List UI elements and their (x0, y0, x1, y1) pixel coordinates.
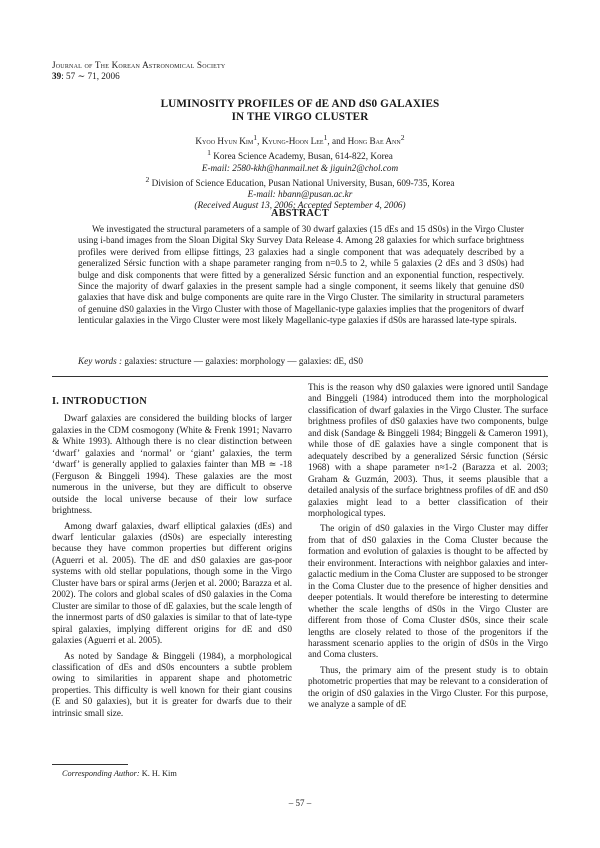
author-list: Kyoo Hyun Kim$^1$, Kyung-Hoon Lee$^1$, and Hong Bae Ann$^2$ (195, 133, 405, 147)
affiliation-2: $^2$ Division of Science Education, Pusan National University, Busan, 609-735, Korea (145, 174, 455, 188)
paragraph: This is the reason why dS0 galaxies were ignored until Sandage and Binggeli (1984) introduced them into the morphological classification of dwarf galaxies in the Virgo Cluster. The surface brightness profiles of dS0 galaxies have two components, bulge and disk (Sandage & Binggeli 1984; Binggeli & Cameron 1991), while those of dE galaxies have a single component that is adequately described by a generalized Sérsic function (Sérsic 1968) with a shape parameter n≈1-2 (Barazza et al. 2003; Graham & Guzmán, 2003). Thus, it seems plausible that a detailed analysis of the surface brightness profiles of dE and dS0 galaxies might lead to a better classification of their morphological types. (308, 382, 548, 518)
email-2: E-mail: hbann@pusan.ac.kr (247, 189, 353, 199)
paragraph: As noted by Sandage & Binggeli (1984), a morphological classification of dEs and dS0s encounters a subtle problem owing to similarities in apparent shape and photometric properties. This difficulty is well known for their giant cousins (E and S0 galaxies), but it is greater for dwarfs due to their intrinsic small size. (52, 650, 292, 718)
author-2: Kyung-Hoon Lee (261, 136, 324, 147)
footnote-label: Corresponding Author: (62, 769, 140, 778)
volume-info (52, 71, 120, 82)
left-column (52, 396, 292, 719)
paragraph: The origin of dS0 galaxies in the Virgo Cluster may differ from that of dS0 galaxies in the Coma Cluster because the formation and evolution of galaxies is thought to be affected by their environment. Interactions with neighbor galaxies and inter-galactic medium in the Coma Cluster are supposed to be stronger in the Coma Cluster due to the presence of higher densities and deeper potentials. It would therefore be interesting to determine whether the scale lengths of dS0s in the Virgo Cluster are different from those of Coma Cluster dS0s, since their scale lengths are closely related to those of the progenitors if the harassment scenario applies to the origin of dS0s in the Virgo and Coma clusters. (308, 523, 548, 660)
footnote-rule (52, 764, 128, 765)
paper-title (40, 98, 560, 123)
title-line-2: IN THE VIRGO CLUSTER (231, 110, 369, 123)
journal-name: Journal of The Korean Astronomical Society (52, 60, 226, 70)
keywords-text: galaxies: structure — galaxies: morphology — galaxies: dE, dS0 (122, 356, 363, 366)
keywords (78, 356, 524, 367)
paragraph: Dwarf galaxies are considered the building blocks of larger galaxies in the CDM cosmogony (White & Frenk 1991; Navarro & White 1993). Although there is no clear distinction between ‘dwarf’ galaxies and ‘normal’ or ‘giant’ galaxies, the term ‘dwarf’ is generally applied to galaxies fainter than MB ≃ -18 (Ferguson & Binggeli 1994). These galaxies are the most numerous in the universe, but they are difficult to observe outside the local universe because of their low surface brightness. (52, 413, 292, 516)
title-line-1: LUMINOSITY PROFILES OF dE AND dS0 GALAXIES (160, 98, 440, 110)
section-heading: I. INTRODUCTION (52, 396, 148, 407)
page-number: – 57 – (288, 798, 312, 808)
affiliation-1: $^1$ Korea Science Academy, Busan, 614-822, Korea (207, 148, 393, 162)
paragraph: Thus, the primary aim of the present study is to obtain photometric properties that may be relevant to a consideration of the origin of dS0 galaxies in the Virgo Cluster. For this purpose, we analyze a sample of dE (308, 664, 548, 710)
author-1: Kyoo Hyun Kim (195, 136, 254, 147)
abstract-text: We investigated the structural parameters of a sample of 30 dwarf galaxies (15 dEs and 15 dS0s) in the Virgo Cluster using i-band images from the Sloan Digital Sky Survey Data Release 4. Among 28 galaxies for which surface brightness profiles were derived from ellipse fittings, 23 galaxies had a single component that was adequately described by a generalized Sérsic function with a shape parameter ranging from n=0.5 to 2, while 5 galaxies (2 dEs and 3 dS0s) had bulge and disk components that were fitted by a generalized Sérsic function and an exponential function, respectively. Since the majority of dwarf galaxies in the present sample had a single component, it seems likely that genuine dS0 galaxies that have disk and bulge components are quite rare in the Virgo Cluster. The similarity in structural parameters of genuine dS0 galaxies in the Virgo Cluster with those of Magellanic-type galaxies implies that the progenitors of dwarf lenticular galaxies in the Virgo Cluster were most likely Magellanic-type galaxies if dS0s are harassed late-type spirals. (78, 224, 524, 326)
abstract-heading: ABSTRACT (271, 208, 329, 219)
section-divider (52, 376, 548, 377)
email-1: E-mail: 2580-kkh@hanmail.net & jiguin2@chol.com (201, 162, 399, 173)
page-range: : 57 ∼ 71, 2006 (61, 71, 120, 81)
author-block (40, 132, 560, 211)
author-3: Hong Bae Ann (347, 136, 401, 147)
footnote-name: K. H. Kim (139, 769, 177, 778)
paragraph: Among dwarf galaxies, dwarf elliptical galaxies (dEs) and dwarf lenticular galaxies (dS0s) are especially interesting because they have common properties but different origins (Aguerri et al. 2005). The dE and dS0 galaxies are gas-poor systems with old stellar populations, though some in the Virgo Cluster have bars or spiral arms (Jerjen et al. 2000; Barazza et al. 2002). The colors and global scales of dS0 galaxies in the Coma Cluster are similar to those of dE galaxies, but the scale length of the innermost parts of dS0 galaxies is similar to that of late-type spiral galaxies, implying different origins for dE and dS0 galaxies (Aguerri et al. 2005). (52, 520, 292, 646)
keywords-label: Key words : (78, 356, 123, 366)
volume-number: 39 (52, 71, 62, 81)
footnote (62, 769, 177, 778)
right-column (308, 382, 548, 711)
received-dates: (Received August 13, 2006; Accepted September 4, 2006) (194, 200, 406, 211)
